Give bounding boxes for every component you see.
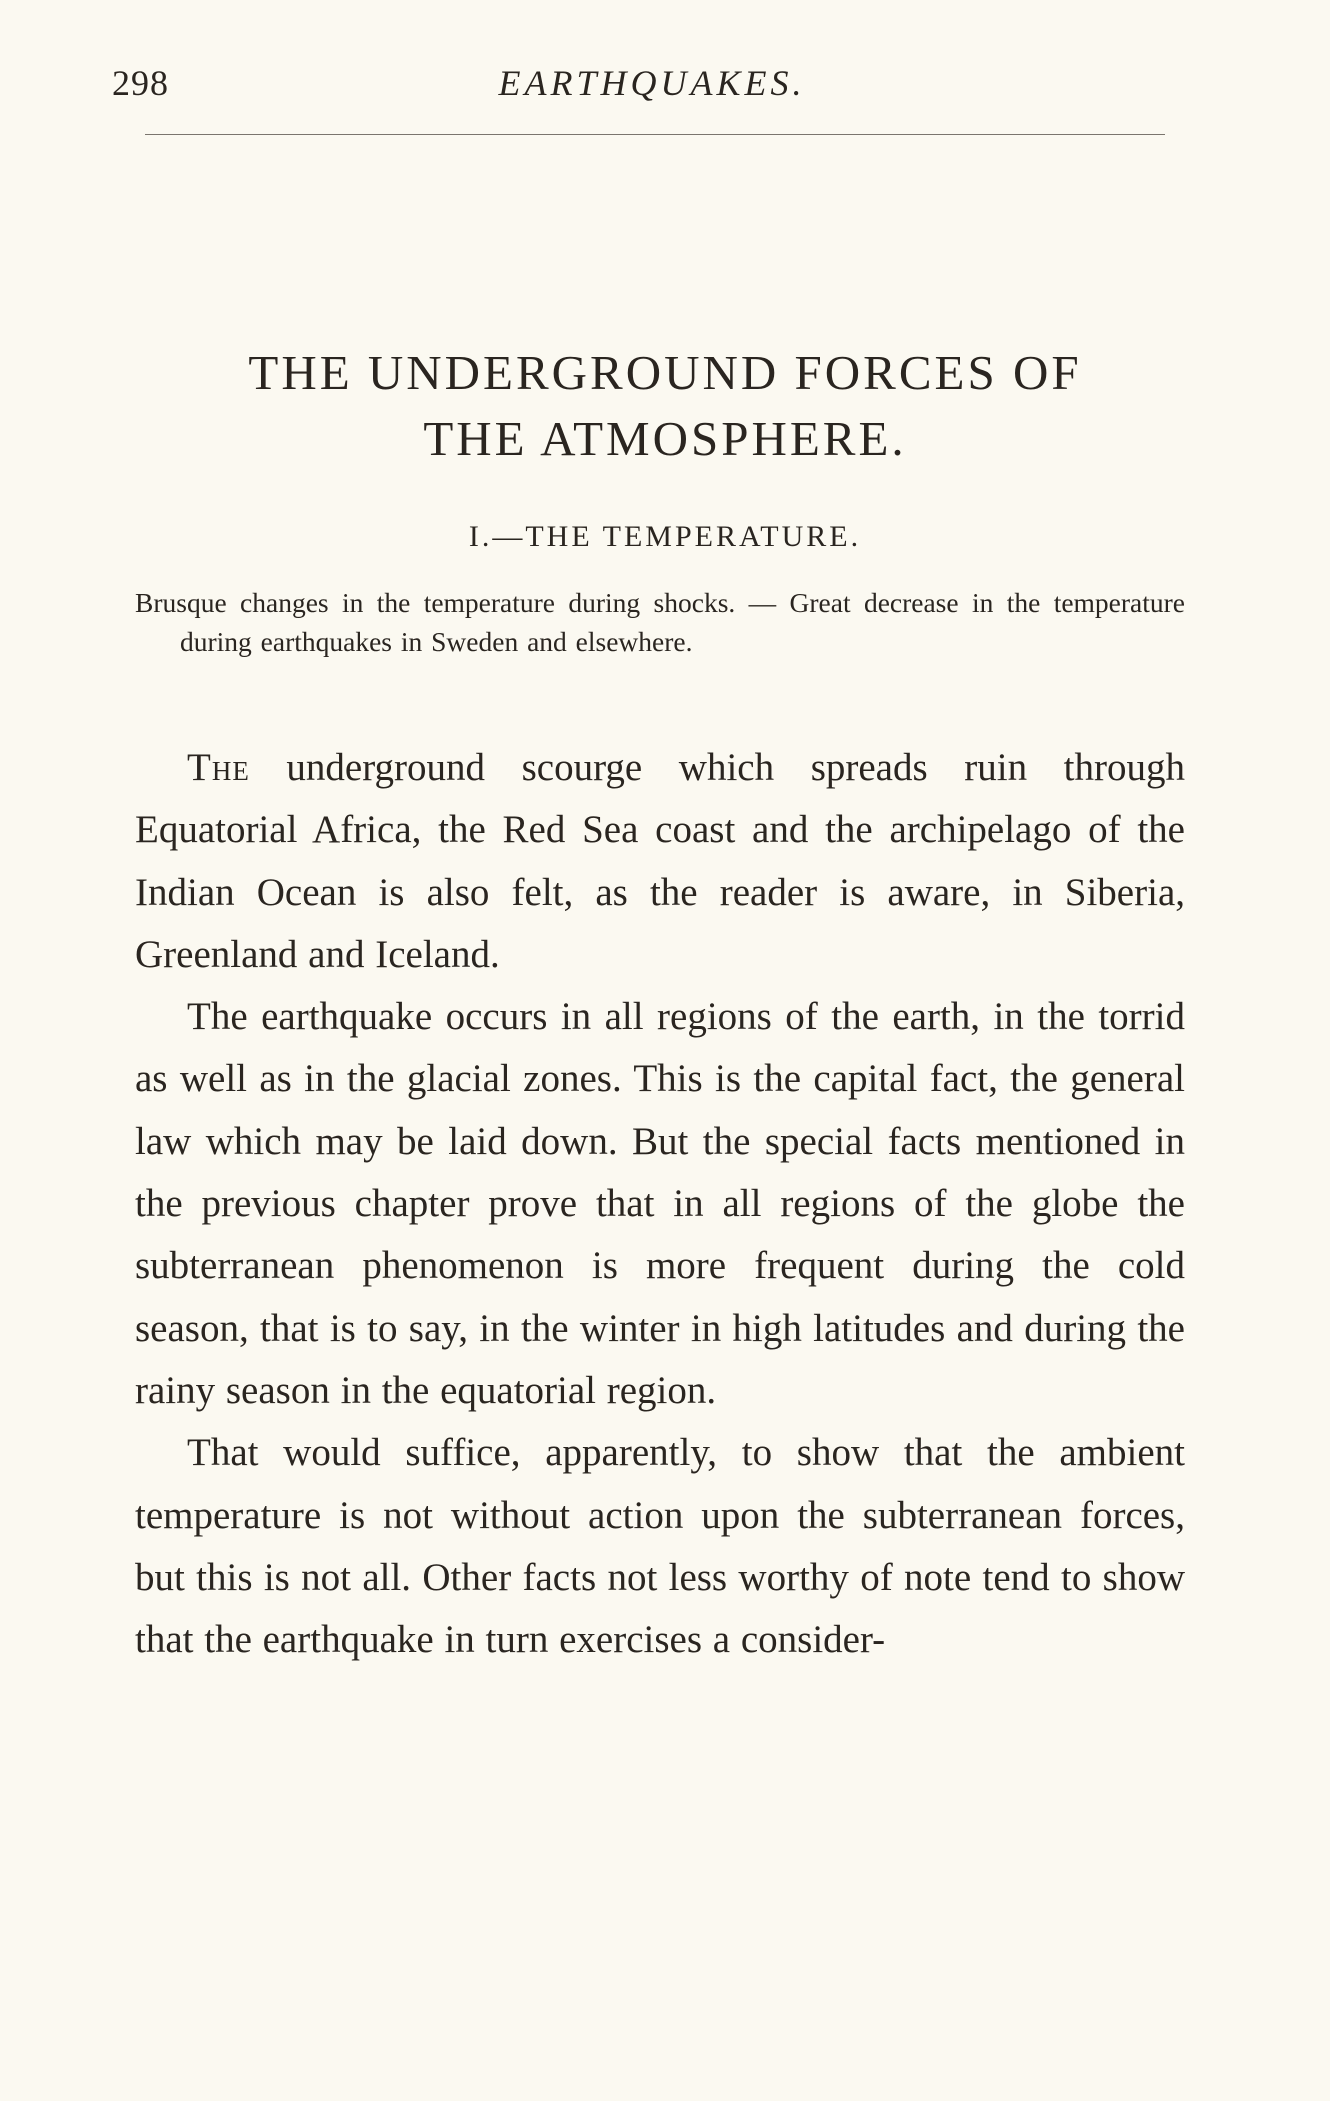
- section-synopsis: Brusque changes in the temperature during shocks. — Great decrease in the temperature during earthquakes in Sweden and elsewhere.: [135, 587, 1185, 657]
- page-number: 298: [112, 63, 169, 103]
- chapter-title-line-2: THE ATMOSPHERE.: [423, 411, 907, 466]
- section-heading: I.—THE TEMPERATURE.: [468, 520, 862, 553]
- chapter-title: [135, 340, 1195, 472]
- paragraph-2: The earthquake occurs in all regions of the earth, in the torrid as well as in the glacial zones. This is the capital fact, the general law which may be laid down. But the special facts mentioned in the previous chapter prove that in all regions of the globe the subterranean phenomenon is more frequent during the cold season, that is to say, in the winter in high latitudes and during the rainy season in the equatorial region.: [135, 995, 1185, 1412]
- paragraph-1: [135, 737, 1185, 986]
- body-text: [135, 737, 1185, 1671]
- chapter-title-line-1: THE UNDERGROUND FORCES OF: [248, 345, 1082, 400]
- header-rule: [145, 134, 1165, 135]
- paragraph-3: That would suffice, apparently, to show that the ambient temperature is not without action upon the subterranean forces, but this is not all. Other facts not less worthy of note tend to show that the earthquake in turn exercises a consider-: [135, 1431, 1185, 1662]
- running-head: [112, 62, 1192, 112]
- paragraph-1-text: underground scourge which spreads ruin through Equatorial Africa, the Red Sea coast and the archipelago of the Indian Ocean is also felt, as the reader is aware, in Siberia, Greenland and Iceland.: [135, 746, 1185, 976]
- paragraph-1-lead: The: [187, 746, 250, 789]
- running-title: EARTHQUAKES.: [498, 63, 806, 103]
